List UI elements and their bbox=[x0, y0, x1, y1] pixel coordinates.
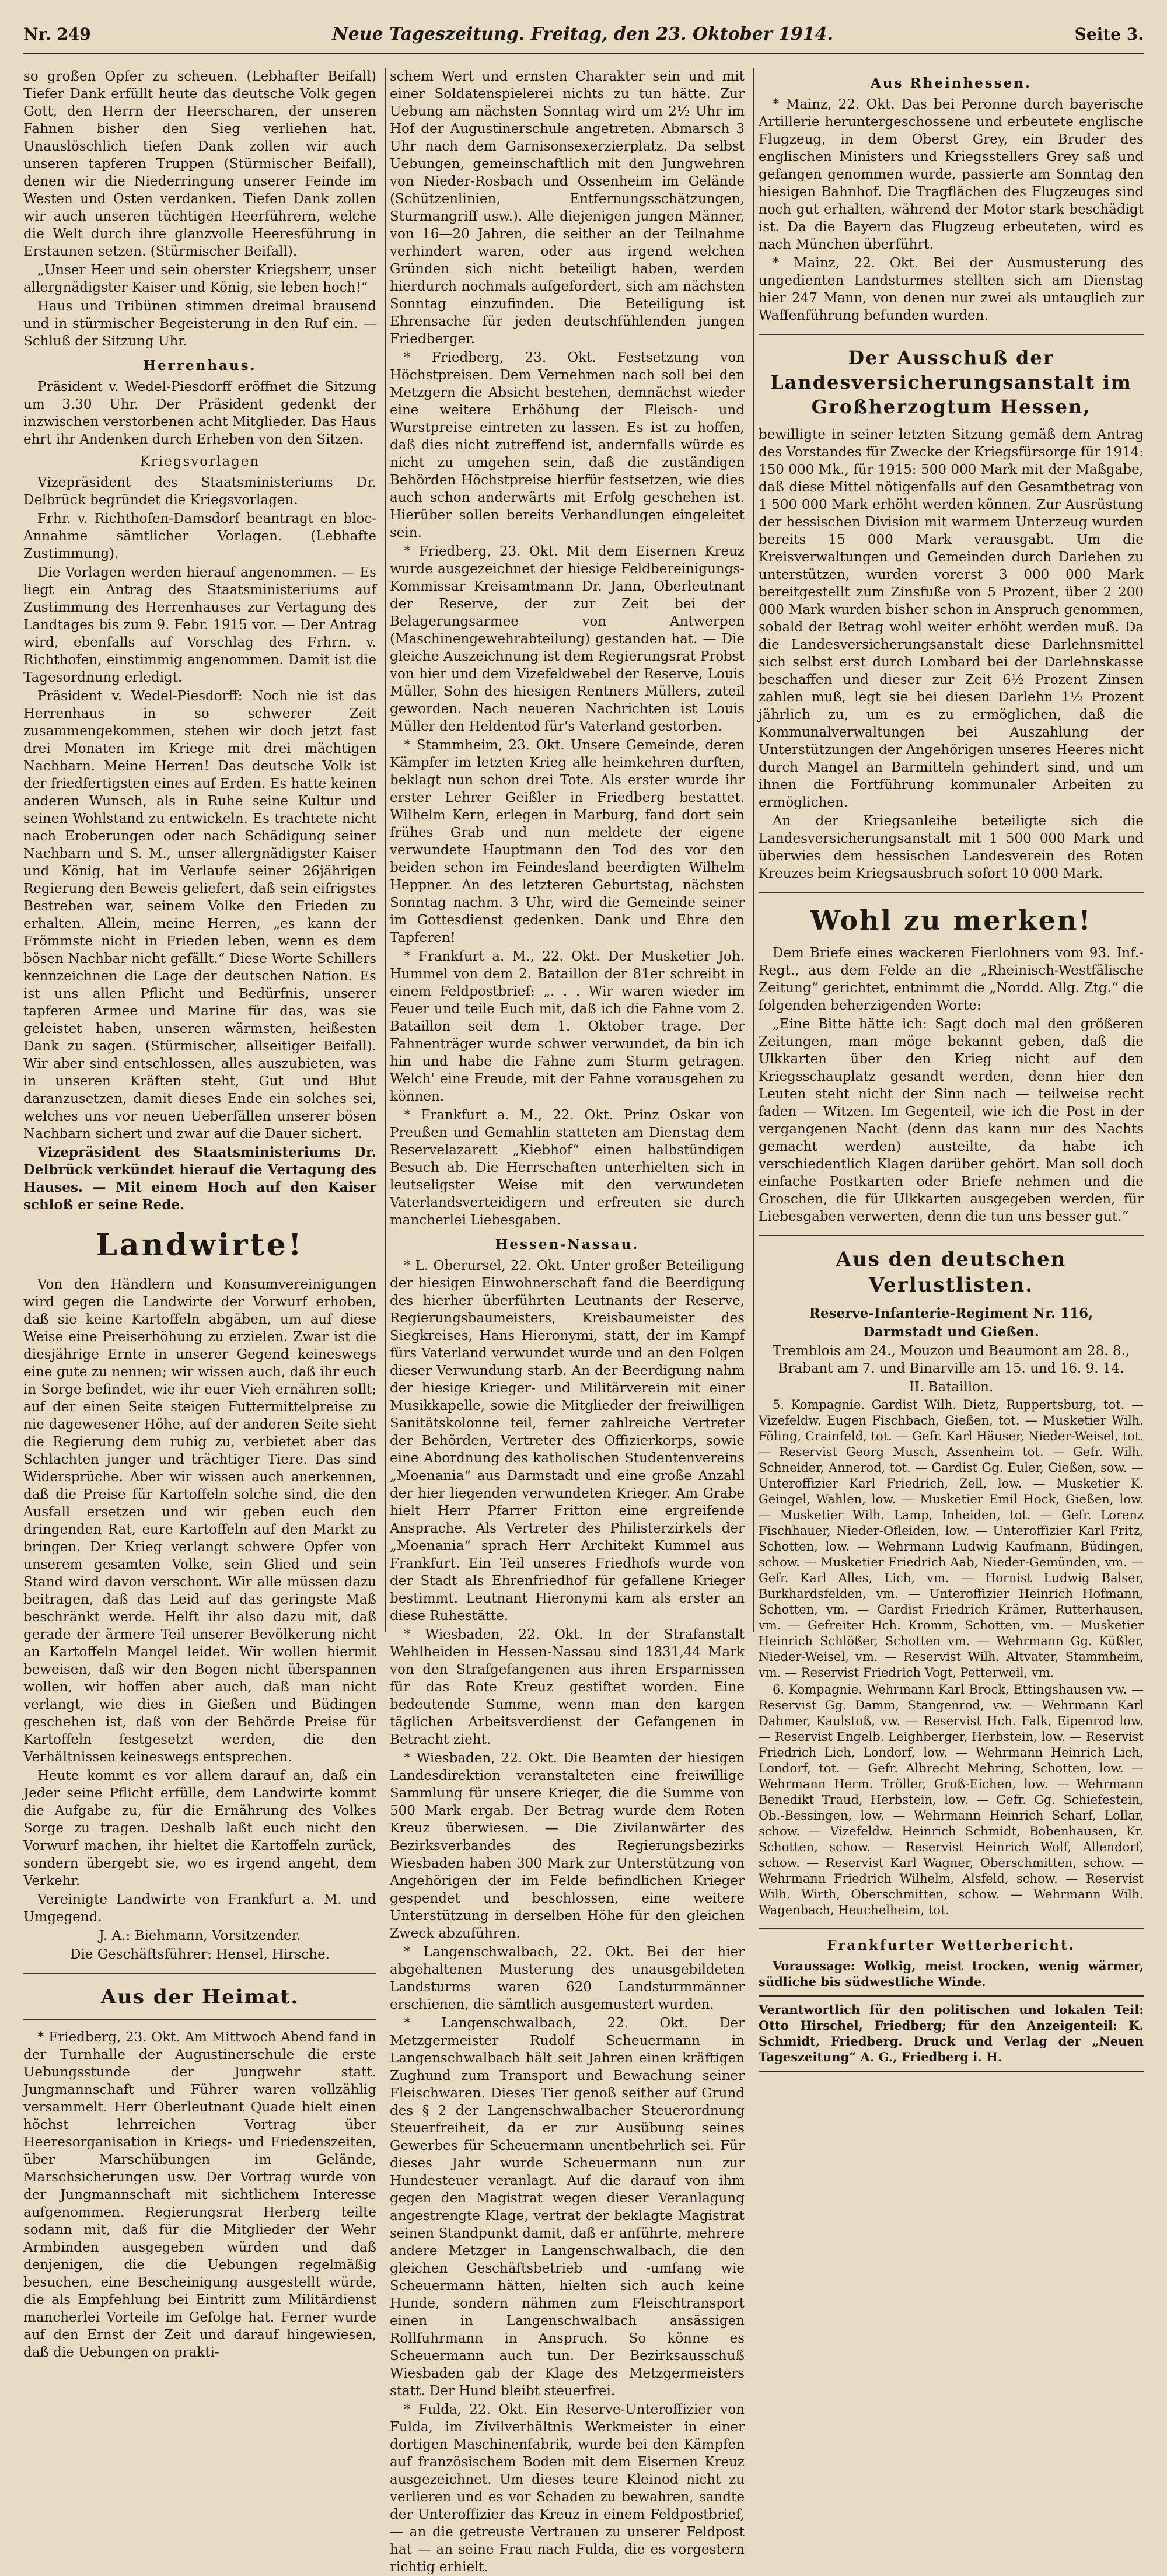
signature-line: Die Geschäftsführer: Hensel, Hirsche. bbox=[70, 1947, 330, 1962]
issue-number: Nr. 249 bbox=[23, 24, 91, 44]
divider bbox=[759, 892, 1144, 893]
article-text: * Mainz, 22. Okt. Das bei Peronne durch bayerische Artillerie heruntergeschossene und erbeutete englische Flugzeug, in dem Oberst Grey, ein Bruder des englischen Ministers und Kriegsstellers Grey saß und gefangen genommen wurde, passierte am Sonntag den hiesigen Bahnhof. Die Tragflächen des Flugzeuges sind noch gut erhalten, während der Motor stark beschädigt ist. Da die Bayern das Flugzeug erbeuteten, wird es nach München überführt. bbox=[759, 97, 1144, 252]
divider bbox=[759, 334, 1144, 335]
casualty-list: 6. Kompagnie. Wehrmann Karl Brock, Ettingshausen vw. — Reservist Gg. Damm, Stangenrod, vw. — Wehrmann Karl Dahmer, Kaulstoß, vw. — Reservist Hch. Falk, Eipenrod low. — Reservist Engelb. Leighberger, Herbstein, low. — Reservist Friedrich Lich, Londorf, low. — Wehrmann Heinrich Lich, Londorf, tot. — Gefr. Albrecht Mehring, Schotten, low. — Wehrmann Herm. Tröller, Groß-Eichen, low. — Wehrmann Benedikt Traud, Herbstein, low. — Gefr. Gg. Schiefestein, Ob.-Bessingen, low. — Wehrmann Heinrich Scharf, Lollar, schow. — Vizefeldw. Heinrich Schmidt, Bobenhausen, Kr. Schotten, schow. — Reservist Heinrich Wolf, Allendorf, schow. — Reservist Karl Wagner, Oberschmitten, schow. — Wehrmann Friedrich Wilhelm, Alsfeld, schow. — Reservist Wilh. Wirth, Oberschmitten, schow. — Wehrmann Wilh. Wagenbach, Heuchelheim, tot. bbox=[759, 1683, 1144, 1917]
article-text: Präsident v. Wedel-Piesdorff: Noch nie ist das Herrenhaus in so schwerer Zeit zusammengekommen, stehen wir doch jetzt fast drei Monaten im Kriege mit drei mächtigen Nachbarn. Meine Herren! Das deutsche Volk ist der friedfertigsten eines auf Erden. Es hatte keinen anderen Wunsch, als in Ruhe seine Kultur und seinen Wohlstand zu entwickeln. Es trachtete nicht nach Eroberungen oder nach Schädigung seiner Nachbarn und S. M., unser allergnädigster Kaiser und König, hat im Verlaufe seiner 26jährigen Regierung den Beweis geliefert, daß sein eifrigstes Bestreben war, seinem Volke den Frieden zu erhalten. Allein, meine Herren, „es kann der Frömmste nicht in Frieden leben, wenn es dem bösen Nachbar nicht gefällt.“ Diese Worte Schillers kennzeichnen die Lage der deutschen Nation. Es ist uns allen Pflicht und Bedürfnis, unserer tapferen Armee und Marine für das, was sie geleistet haben, unseren wärmsten, heißesten Dank zu sagen. (Stürmischer, allseitiger Beifall). Wir aber sind entschlossen, alles auszubieten, was in unseren Kräften steht, Gut und Blut daranzusetzen, damit dieses Ende ein solches sei, welches uns vor neuen Ueberfällen unserer bösen Nachbarn sichert und zwar auf die Dauer sichert. bbox=[23, 689, 376, 1142]
weather-forecast: Voraussage: Wolkig, meist trocken, wenig wärmer, südliche bis südwestliche Winde. bbox=[759, 1959, 1144, 1989]
article-text: * Friedberg, 23. Okt. Festsetzung von Höchstpreisen. Dem Vernehmen nach soll bei den Metzgern die Absicht bestehen, demnächst wieder eine weitere Erhöhung der Fleisch- und Wurstpreise eintreten zu lassen. Es ist zu hoffen, daß dies nicht zutreffend ist, andernfalls würde es nicht zu umgehen sein, daß die zuständigen Behörden Höchstpreise hierfür festsetzen, wie dies auch schon anderwärts mit Erfolg geschehen ist. Hierüber sollen bereits Verhandlungen eingeleitet sein. bbox=[390, 350, 745, 540]
article-text: * Frankfurt a. M., 22. Okt. Der Musketier Joh. Hummel von dem 2. Bataillon der 81er schreibt in einem Feldpostbrief: „. . . Wir waren wieder im Feuer und teile Euch mit, daß ich die Fahne vom 2. Bataillon seit dem 1. Oktober trage. Der Fahnenträger wurde schwer verwundet, da bin ich hin und habe die Fahne zum Sturm getragen. Welch' eine Freude, mit der Fahne vorausgehen zu können. bbox=[390, 949, 745, 1104]
subheading-kriegsvorlagen: Kriegsvorlagen bbox=[139, 454, 260, 469]
divider bbox=[23, 1973, 376, 1974]
casualty-list: 5. Kompagnie. Gardist Wilh. Dietz, Ruppertsburg, tot. — Vizefeldw. Eugen Fischbach, Gießen, tot. — Musketier Wilh. Föling, Crainfeld, tot. — Gefr. Karl Häuser, Nieder-Weisel, tot. — Reservist Georg Musch, Assenheim tot. — Gefr. Wilh. Schneider, Annerod, tot. — Gardist Gg. Euler, Gießen, sow. — Unteroffizier Karl Friedrich, Zell, low. — Musketier K. Geingel, Wahlen, low. — Musketier Emil Hock, Gießen, low. — Musketier Wilh. Lamp, Inheiden, tot. — Gefr. Lorenz Fischhauer, Nieder-Ofleiden, low. — Unteroffizier Karl Fritz, Schotten, low. — Wehrmann Ludwig Kaufmann, Büdingen, schow. — Musketier Friedrich Aab, Nieder-Gemünden, vm. — Gefr. Karl Alles, Lich, vm. — Hornist Ludwig Balser, Burkhardsfelden, vm. — Unteroffizier Heinrich Hofmann, Schotten, vm. — Gardist Friedrich Krämer, Rutterhausen, vm. — Gefreiter Hch. Kromm, Schotten, vm. — Musketier Heinrich Schlößer, Schotten vm. — Wehrmann Gg. Küßler, Nieder-Weisel, vm. — Reservist Wilh. Altvater, Stammheim, vm. — Reservist Friedrich Vogt, Petterweil, vm. bbox=[759, 1398, 1144, 1680]
regiment-heading: Reserve-Infanterie-Regiment Nr. 116, bbox=[809, 1306, 1093, 1321]
masthead bbox=[23, 15, 1144, 54]
article-text: Heute kommt es vor allem darauf an, daß ein Jeder seine Pflicht erfülle, dem Landwirte kommt die Aufgabe zu, für die Ernährung des Volkes Sorge zu tragen. Deshalb laßt euch nicht den Vorwurf machen, ihr hieltet die Kartoffeln zurück, sondern übergebt sie, wo es irgend angeht, dem Verkehr. bbox=[23, 1768, 376, 1889]
article-text: Frhr. v. Richthofen-Damsdorf beantragt en bloc-Annahme sämtlicher Vorlagen. (Lebhafte Zustimmung). bbox=[23, 511, 376, 561]
section-heading-rheinhessen: Aus Rheinhessen. bbox=[870, 75, 1032, 91]
battle-list: Tremblois am 24., Mouzon und Beaumont am 28. 8., Brabant am 7. und Binarville am 15. und 16. 9. 14. bbox=[772, 1343, 1130, 1376]
article-text: Vizepräsident des Staatsministeriums Dr. Delbrück verkündet hierauf die Vertagung des Hauses. — Mit einem Hoch auf den Kaiser schloß er seine Rede. bbox=[23, 1144, 376, 1213]
article-text: * Mainz, 22. Okt. Bei der Ausmusterung des ungedienten Landsturmes stellten sich am Dienstag hier 247 Mann, von denen nur zwei als untauglich zur Waffenführung befunden wurden. bbox=[759, 256, 1144, 323]
headline-wohl-zu-merken: Wohl zu merken! bbox=[810, 905, 1092, 936]
page-number: Seite 3. bbox=[1074, 24, 1144, 44]
article-text: „Unser Heer und sein oberster Kriegsherr, unser allergnädigster Kaiser und König, sie leben hoch!“ bbox=[23, 263, 376, 295]
article-text: Vereinigte Landwirte von Frankfurt a. M. und Umgegend. bbox=[23, 1892, 376, 1925]
article-text: * Langenschwalbach, 22. Okt. Der Metzgermeister Rudolf Scheuermann in Langenschwalbach hält seit Jahren einen kräftigen Zughund zum Transport und Bewachung seiner Fleischwaren. Dieses Tier genoß seither auf Grund des § 2 der Langenschwalbacher Steuerordnung Steuerfreiheit, da er zur Ausübung seines Gewerbes für Scheuermann unentbehrlich sei. Für dieses Jahr wurde Scheuermann nun zur Hundesteuer veranlagt. Auf die darauf von ihm gegen den Magistrat wegen dieser Veranlagung angestrengte Klage, vertrat der beklagte Magistrat seinen Standpunkt damit, daß er anführte, mehrere andere Metzger in Langenschwalbach, die den gleichen Geschäftsbetrieb und -umfang wie Scheuermann hätten, hielten sich auch keine Hunde, sondern nähmen zum Fleischtransport einen in Langenschwalbach ansässigen Rollfuhrmann in Anspruch. So könne es Scheuermann auch tun. Der Bezirksausschuß Wiesbaden gab der Klage des Metzgermeisters statt. Der Hund bleibt steuerfrei. bbox=[390, 2016, 745, 2399]
paper-date-line: Neue Tageszeitung. Freitag, den 23. Oktober 1914. bbox=[332, 23, 834, 44]
weather-heading: Frankfurter Wetterbericht. bbox=[827, 1938, 1075, 1953]
article-text: * Wiesbaden, 22. Okt. In der Strafanstalt Wehlheiden in Hessen-Nassau sind 1831,44 Mark von den Strafgefangenen aus ihren Ersparnissen für das Rote Kreuz gestiftet worden. Eine bedeutende Summe, wenn man den kargen täglichen Arbeitsverdienst der Gefangenen in Betracht zieht. bbox=[390, 1627, 745, 1747]
article-text: * Frankfurt a. M., 22. Okt. Prinz Oskar von Preußen und Gemahlin statteten am Dienstag dem Reservelazarett „Kiebhof“ einen halbstündigen Besuch ab. Die Herrschaften unterhielten sich in leutseligster Weise mit den verwundeten Vaterlandsverteidigern und erfreuten sie durch mancherlei Liebesgaben. bbox=[390, 1108, 745, 1228]
section-heading-hessen-nassau: Hessen-Nassau. bbox=[495, 1237, 640, 1252]
section-heading-herrenhaus: Herrenhaus. bbox=[143, 358, 257, 374]
article-text: schem Wert und ernsten Charakter sein und mit einer Soldatenspielerei nichts zu tun hätte. Zur Uebung am nächsten Sonntag wird um 2½ Uhr im Hof der Augustinerschule angetreten. Abmarsch 3 Uhr nach dem Garnisonsexerzierplatz. Da selbst Uebungen, gemeinschaftlich mit den Jungwehren von Nieder-Rosbach und Ossenheim im Gelände (Schützenlinien, Entfernungsschätzungen, Sturmangriff usw.). Alle diejenigen jungen Männer, von 16—20 Jahren, die seither an der Teilnahme verhindert waren, oder aus irgend welchen Gründen sich nicht beteiligt haben, werden hierdurch nochmals aufgefordert, sich am nächsten Sonntag einzufinden. Die Beteiligung ist Ehrensache für jeden deutschfühlenden jungen Friedberger. bbox=[390, 69, 745, 347]
article-text: * Friedberg, 23. Okt. Am Mittwoch Abend fand in der Turnhalle der Augustinerschule die erste Uebungsstunde der Jungwehr statt. Jungmannschaft und Führer waren vollzählig versammelt. Herr Oberleutnant Quade hielt einen höchst lehrreichen Vortrag über Heeresorganisation in Kriegs- und Friedenszeiten, über Marschübungen im Gelände, Marschsicherungen usw. Der Vortrag wurde von der Jungmannschaft mit sichtlichem Interesse aufgenommen. Regierungsrat Herberg teilte sodann mit, daß für die Mitglieder der Wehr Armbinden ausgegeben würden und daß denjenigen, die die Uebungen regelmäßig besuchen, eine Bescheinigung ausgestellt würde, die als Empfehlung bei Eintritt zum Militärdienst mancherlei Vorteile im Gefolge hat. Ferner wurde auf den Ernst der Zeit und darauf hingewiesen, daß die Uebungen on prakti- bbox=[23, 2030, 376, 2360]
imprint-box bbox=[759, 1995, 1144, 2072]
divider bbox=[23, 2019, 376, 2020]
article-text: * Wiesbaden, 22. Okt. Die Beamten der hiesigen Landesdirektion veranstalteten eine freiwillige Sammlung für unsere Krieger, die die Summe von 500 Mark ergab. Der Betrag wurde dem Roten Kreuz überwiesen. — Die Zivilanwärter des Bezirksverbandes des Regierungsbezirks Wiesbaden haben 300 Mark zur Unterstützung von Angehörigen der im Felde befindlichen Krieger gespendet und beschlossen, eine weitere Unterstützung in derselben Höhe für den gleichen Zweck abzuführen. bbox=[390, 1751, 745, 1941]
divider bbox=[759, 1235, 1144, 1236]
headline-aus-der-heimat: Aus der Heimat. bbox=[100, 1985, 299, 2009]
article-text: Haus und Tribünen stimmen dreimal brausend und in stürmischer Begeisterung in den Ruf ein. — Schluß der Sitzung Uhr. bbox=[23, 299, 376, 349]
divider bbox=[759, 1928, 1144, 1929]
article-text: bewilligte in seiner letzten Sitzung gemäß dem Antrag des Vorstandes für Zwecke der Kriegsfürsorge für 1914: 150 000 Mk., für 1915: 500 000 Mark mit der Maßgabe, daß diese Mittel nötigenfalls auf den Gesamtbetrag von 1 500 000 Mark erhöht werden können. Zur Ausrüstung der hessischen Division mit warmem Unterzeug wurden bereits 15 000 Mark verausgabt. Um die Kreisverwaltungen und Gemeinden durch Darlehen zu unterstützen, wurden vorerst 3 000 000 Mark bereitgestellt zum Zinsfuße von 5 Prozent, über 2 200 000 Mark wurden bisher schon in Anspruch genommen, sobald der Betrag wohl weiter erhöht werden muß. Da die Landesversicherungsanstalt diese Darlehnsmittel sich selbst erst durch Lombard bei der Darlehnskasse beschaffen und dieser zur Zeit 6½ Prozent Zinsen zahlen muß, legt sie bei diesen Darlehn 1½ Prozent jährlich zu, um es zu ermöglichen, daß die Kommunalverwaltungen bei Auszahlung der Unterstützungen der Angehörigen unseres Heeres nicht durch Mangel an Barmitteln gehindert sind, und um ihnen die Fortführung kommunaler Arbeiten zu ermöglichen. bbox=[759, 427, 1144, 810]
article-text: Von den Händlern und Konsumvereinigungen wird gegen die Landwirte der Vorwurf erhoben, daß sie keine Kartoffeln abgäben, um auf diese Weise eine Preiserhöhung zu erzielen. Zwar ist die diesjährige Ernte in unserer Gegend keineswegs eine gute zu nennen; wir wissen auch, daß ihr euch in Sorge befindet, wie ihr euer Vieh ernähren sollt; auf der einen Seite steigen Futtermittelpreise zu nie dagewesener Höhe, auf der anderen Seite sieht die Regierung dem ruhig zu, verbietet aber das Schlachten junger und trächtiger Tiere. Das sind Widersprüche. Aber wir wissen auch anerkennen, daß die Preise für Kartoffeln solche sind, die den Ausfall ersetzen und wir geben euch den dringenden Rat, eure Kartoffeln auf den Markt zu bringen. Der Krieg verlangt schwere Opfer von unserem gesamten Volke, sein Glied und sein Stand wird davon verschont. Wir alle müssen dazu beitragen, daß das Leid auf das geringste Maß beschränkt werde. Helft ihr also dazu mit, daß gerade der ärmere Teil unserer Bevölkerung nicht an Kartoffeln Mangel leidet. Wir wollen hiermit beweisen, daß wir den Bogen nicht überspannen wollen, wir hoffen aber auch, daß man nicht verlangt, wie dies in Gießen und Büdingen geschehen ist, daß von der Behörde Preise für Kartoffeln festgesetzt werden, die den Verhältnissen keineswegs entsprechen. bbox=[23, 1277, 376, 1765]
article-text: Präsident v. Wedel-Piesdorff eröffnet die Sitzung um 3.30 Uhr. Der Präsident gedenkt der inzwischen verstorbenen acht Mitglieder. Das Haus ehrt ihr Andenken durch Erheben von den Sitzen. bbox=[23, 379, 376, 447]
article-text: „Eine Bitte hätte ich: Sagt doch mal den größeren Zeitungen, man möge bekannt geben, daß die Ulkkarten über den Krieg nicht auf den Kriegsschauplatz gesandt werden, denn hier den Leuten steht nicht der Sinn nach — teilweise recht faden — Witzen. Im Gegenteil, wie ich die Post in der vergangenen Nacht (denn das kann nur des Nachts gemacht werden) austeilte, da habe ich verschiedentlich Klagen darüber gehört. Man soll doch einfache Postkarten oder Briefe nehmen und die Groschen, die für Ulkkarten ausgegeben werden, für Liebesgaben verwerten, denn die tun uns besser gut.“ bbox=[759, 1017, 1144, 1224]
headline-landwirte: Landwirte! bbox=[96, 1227, 304, 1263]
headline-verlustlisten: Aus den deutschen Verlustlisten. bbox=[836, 1248, 1067, 1297]
column-3 bbox=[759, 68, 1144, 2064]
article-text: * Fulda, 22. Okt. Ein Reserve-Unteroffizier von Fulda, im Zivilverhältnis Werkmeister in einer dortigen Maschinenfabrik, wurde bei den Kämpfen auf französischem Boden mit dem Eisernen Kreuz ausgezeichnet. Um dieses teure Kleinod nicht zu verlieren und es vor Schaden zu bewahren, sandte der Unteroffizier das Kreuz in einem Feldpostbrief, — an die getreuste Vertrauen zu unserer Feldpost hat — an seine Frau nach Fulda, die es vorgestern richtig erhielt. bbox=[390, 2402, 745, 2575]
article-text: Dem Briefe eines wackeren Fierlohners vom 93. Inf.-Regt., aus dem Felde an die „Rheinisch-Westfälische Zeitung“ gerichtet, entnimmt die „Nordd. Allg. Ztg.“ die folgenden beherzigenden Worte: bbox=[759, 945, 1144, 1013]
article-text: so großen Opfer zu scheuen. (Lebhafter Beifall) Tiefer Dank erfüllt heute das deutsche Volk gegen Gott, den Herrn der Heerscharen, der unseren Fahnen bisher den Sieg verliehen hat. Unauslöschlich tiefen Dank zollen wir auch unseren tapferen Truppen (Stürmischer Beifall), denen wir die Niederringung unserer Feinde im Westen und Osten verdanken. Tiefen Dank zollen wir auch unseren tüchtigen Heerführern, welche die Welt durch ihre glanzvolle Heeresführung in Erstaunen setzen. (Stürmischer Beifall). bbox=[23, 69, 376, 259]
article-text: * Stammheim, 23. Okt. Unsere Gemeinde, deren Kämpfer im letzten Krieg alle heimkehren durften, beklagt nun schon drei Tote. Als erster wurde ihr erster Lehrer Geißler in Friedberg bestattet. Wilhelm Kern, erlegen in Marburg, fand dort sein frühes Grab und nun meldete der eigene verwundete Hauptmann den Tod des vor den beiden schon im Feindesland beerdigten Wilhelm Heppner. An des letzteren Geburtstag, nächsten Sonntag nachm. 3 Uhr, wird die Gemeinde seiner im Gottesdienst gedenken. Dank und Ehre den Tapferen! bbox=[390, 738, 745, 945]
article-text: * Langenschwalbach, 22. Okt. Bei der hier abgehaltenen Musterung des unausgebildeten Landsturms waren 620 Landsturmmänner erschienen, die sämtlich ausgemustert wurden. bbox=[390, 1945, 745, 2012]
article-text: * L. Oberursel, 22. Okt. Unter großer Beteiligung der hiesigen Einwohnerschaft fand die Beerdigung des hierher überführten Leutnants der Reserve, Regierungsbaumeisters, Kreisbaumeister des Siegkreises, Hans Hieronymi, statt, der im Kampf fürs Vaterland verwundet wurde und an den Folgen dieser Verwundung starb. An der Beerdigung nahm der hiesige Krieger- und Militärverein mit einer Musikkapelle, sowie die Mitglieder der freiwilligen Sanitätskolonne teil, ferner zahlreiche Vertreter der Behörden, Vertreter des Offizierkorps, sowie eine Abordnung des katholischen Studentenvereins „Moenania“ aus Darmstadt und eine große Anzahl der hier liegenden verwundeten Krieger. Am Grabe hielt Herr Pfarrer Fritton eine ergreifende Ansprache. Als Vertreter des Philisterzirkels der „Moenania“ sprach Herr Architekt Kummel aus Frankfurt. Ein Teil unseres Friedhofs wurde von der Stadt als Ehrenfriedhof für gefallene Krieger bestimmt. Leutnant Hieronymi kam als erster an diese Ruhestätte. bbox=[390, 1258, 745, 1624]
regiment-location: Darmstadt und Gießen. bbox=[863, 1324, 1039, 1340]
headline-ausschuss: Der Ausschuß der Landesversicherungsanstalt im Großherzogtum Hessen, bbox=[770, 347, 1132, 418]
article-text: An der Kriegsanleihe beteiligte sich die Landesversicherungsanstalt mit 1 500 000 Mark und überwies dem hessischen Landesverein des Roten Kreuzes beim Kriegsausbruch sofort 10 000 Mark. bbox=[759, 814, 1144, 881]
bataillon-heading: II. Bataillon. bbox=[909, 1380, 994, 1395]
article-text: Die Vorlagen werden hierauf angenommen. — Es liegt ein Antrag des Staatsministeriums auf Zustimmung des Herrenhauses zur Vertagung des Landtages bis zum 9. Febr. 1915 vor. — Der Antrag wird, ebenfalls auf Vorschlag des Frhrn. v. Richthofen, einstimmig angenommen. Damit ist die Tagesordnung erledigt. bbox=[23, 565, 376, 685]
column-1 bbox=[23, 68, 386, 2360]
column-2 bbox=[390, 68, 754, 2575]
article-text: * Friedberg, 23. Okt. Mit dem Eisernen Kreuz wurde ausgezeichnet der hiesige Feldbereinigungs-Kommissar Kreisamtmann Dr. Jann, Oberleutnant der Reserve, der zur Zeit bei der Belagerungsarmee von Antwerpen (Maschinengewehrabteilung) gestanden hat. — Die gleiche Auszeichnung ist dem Regierungsrat Probst von hier und dem Vizefeldwebel der Reserve, Louis Müller, Sohn des hiesigen Rentners Müllers, zuteil geworden. Nach neueren Nachrichten ist Louis Müller den Heldentod für's Vaterland gestorben. bbox=[390, 544, 745, 734]
signature-line: J. A.: Biehmann, Vorsitzender. bbox=[99, 1928, 301, 1943]
imprint-text: Verantwortlich für den politischen und lokalen Teil: Otto Hirschel, Friedberg; für den Anzeigenteil: K. Schmidt, Friedberg. Druck und Verlag der „Neuen Tageszeitung“ A. G., Friedberg i. H. bbox=[759, 2002, 1144, 2064]
article-text: Vizepräsident des Staatsministeriums Dr. Delbrück begründet die Kriegsvorlagen. bbox=[23, 475, 376, 508]
